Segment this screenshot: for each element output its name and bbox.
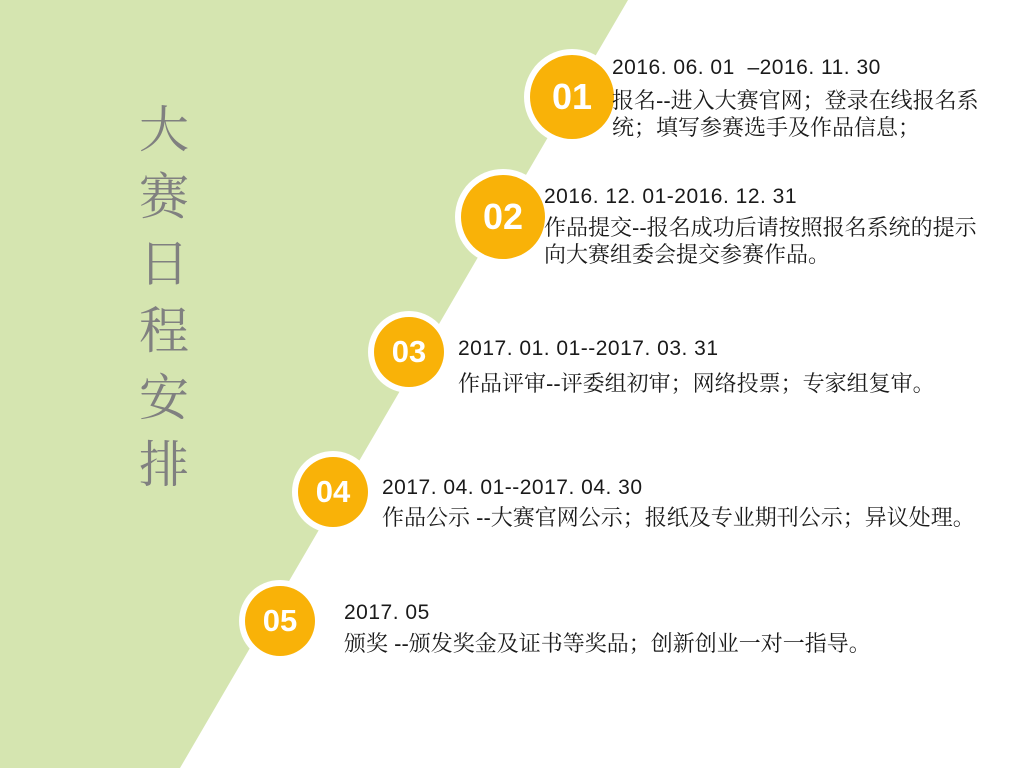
step-number-badge	[374, 317, 444, 387]
step-date: 2017. 04. 01--2017. 04. 30	[382, 476, 643, 499]
step-text	[544, 185, 994, 268]
step-date: 2017. 01. 01--2017. 03. 31	[458, 337, 719, 360]
step-text	[382, 476, 975, 531]
slide-title-vertical: 大赛日程安排	[132, 103, 188, 505]
step-number: 03	[391, 334, 427, 369]
step-date: 2016. 12. 01-2016. 12. 31	[544, 185, 798, 208]
step-text	[612, 56, 998, 141]
step-number-badge	[461, 175, 545, 259]
step-number: 04	[315, 474, 351, 509]
step-date: 2016. 06. 01 –2016. 11. 30	[612, 56, 881, 79]
step-number-badge	[298, 457, 368, 527]
step-text	[344, 601, 871, 657]
step-description: 作品评审--评委组初审；网络投票；专家组复审。	[458, 371, 935, 396]
step-number: 01	[551, 76, 593, 117]
step-description: 作品公示 --大赛官网公示；报纸及专业期刊公示；异议处理。	[382, 505, 975, 530]
step-description: 作品提交--报名成功后请按照报名系统的提示向大赛组委会提交参赛作品。	[544, 215, 977, 267]
step-description: 报名--进入大赛官网；登录在线报名系统；填写参赛选手及作品信息；	[612, 88, 979, 140]
step-description: 颁奖 --颁发奖金及证书等奖品；创新创业一对一指导。	[344, 631, 871, 656]
step-number: 02	[482, 196, 524, 237]
step-number: 05	[262, 603, 298, 638]
step-date: 2017. 05	[344, 601, 430, 624]
step-text	[458, 337, 935, 397]
step-number-badge	[530, 55, 614, 139]
step-number-badge	[245, 586, 315, 656]
